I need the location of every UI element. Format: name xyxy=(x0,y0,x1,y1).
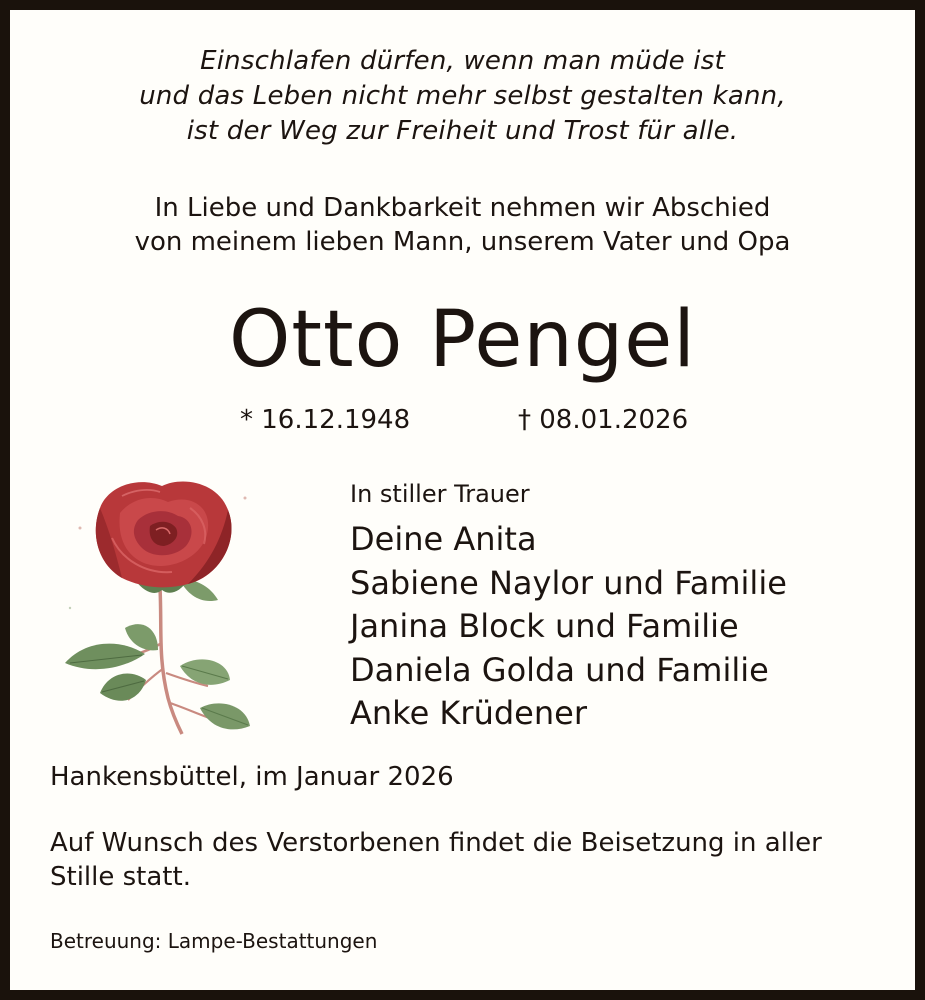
poem-line: und das Leben nicht mehr selbst gestalten kann, xyxy=(139,81,786,111)
mourners-list xyxy=(350,518,787,736)
poem-line: Einschlafen dürfen, wenn man müde ist xyxy=(200,46,725,76)
place-date: Hankensbüttel, im Januar 2026 xyxy=(50,762,454,792)
funeral-line: Stille statt. xyxy=(50,862,191,892)
obituary-notice xyxy=(10,10,915,990)
mourner-name: Daniela Golda und Familie xyxy=(350,650,769,689)
rose-illustration xyxy=(50,468,260,738)
mourner-name: Janina Block und Familie xyxy=(350,607,739,645)
poem-line: ist der Weg zur Freiheit und Trost für alle. xyxy=(186,116,739,146)
mourner-name: Deine Anita xyxy=(350,520,537,558)
intro-line: von meinem lieben Mann, unserem Vater und Opa xyxy=(134,227,791,257)
mourner-name: Anke Krüdener xyxy=(350,694,587,732)
mourning-heading: In stiller Trauer xyxy=(350,480,530,508)
mourner-name: Sabiene Naylor und Familie xyxy=(350,563,787,602)
funeral-note xyxy=(50,826,890,894)
poem xyxy=(10,44,915,149)
intro-line: In Liebe und Dankbarkeit nehmen wir Abschied xyxy=(154,193,771,223)
death-date: † 08.01.2026 xyxy=(518,405,689,435)
funeral-line: Auf Wunsch des Verstorbenen findet die Beisetzung in aller xyxy=(50,828,822,858)
farewell-intro xyxy=(10,191,915,259)
deceased-name: Otto Pengel xyxy=(229,295,696,385)
birth-date: * 16.12.1948 xyxy=(240,405,411,435)
funeral-home: Betreuung: Lampe-Bestattungen xyxy=(50,929,378,953)
